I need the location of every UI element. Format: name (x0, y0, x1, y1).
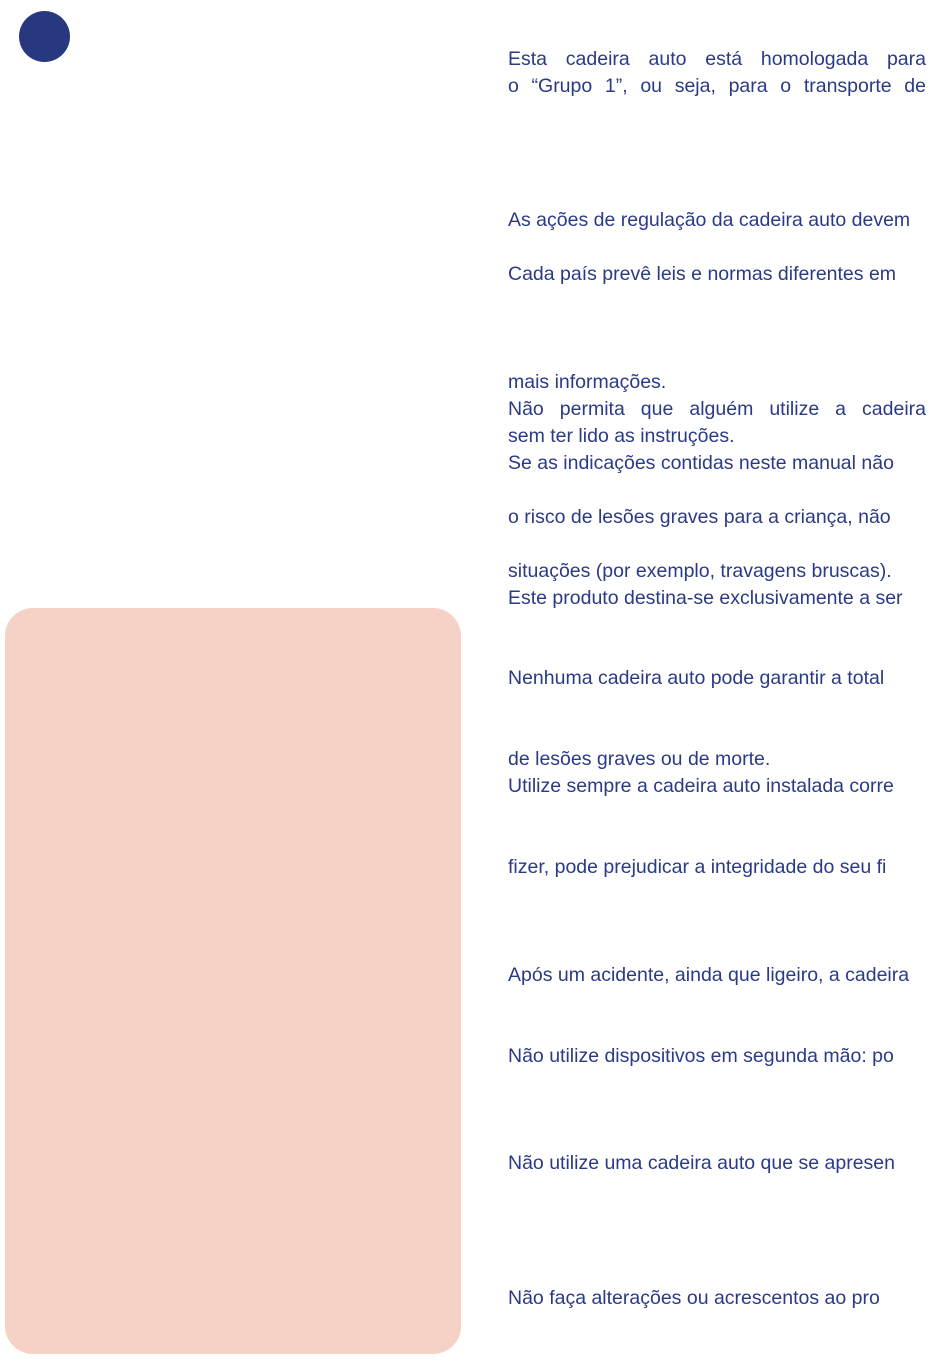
bullet-line: • Não utilize dispositivos em segunda mão: po (508, 1043, 926, 1070)
continuation-line: o “Grupo 1”, ou seja, para o transporte de (508, 75, 926, 97)
bullet-line: • Não faça alterações ou acrescentos ao pro (508, 1285, 926, 1312)
bullet-line: • Não utilize uma cadeira auto que se apresen (508, 1150, 926, 1177)
bullet-line: • Se as indicações contidas neste manual não (508, 450, 926, 477)
continuation-line: mais informações. (508, 371, 667, 393)
bullet-line: • Após um acidente, ainda que ligeiro, a cadeira (508, 962, 926, 989)
bullet-line: • Utilize sempre a cadeira auto instalada corre (508, 773, 926, 800)
bullet-line: • Cada país prevê leis e normas diferentes em (508, 261, 926, 288)
continuation-line: de lesões graves ou de morte. (508, 748, 771, 770)
bullet-line: • Não permita que alguém utilize a cadeira (508, 396, 926, 423)
bullet-line: • Esta cadeira auto está homologada para (508, 46, 926, 73)
page-marker-dot (19, 11, 70, 62)
illustration-panel (5, 608, 461, 1354)
bullet-line: • Nenhuma cadeira auto pode garantir a total (508, 665, 926, 692)
bullet-line: • Este produto destina-se exclusivamente a ser (508, 585, 926, 612)
continuation-line: situações (por exemplo, travagens bruscas). (508, 560, 892, 582)
continuation-line: fizer, pode prejudicar a integridade do seu fi (508, 856, 887, 878)
continuation-line: sem ter lido as instruções. (508, 425, 735, 447)
continuation-line: o risco de lesões graves para a criança, não (508, 506, 891, 528)
bullet-line: • As ações de regulação da cadeira auto devem (508, 207, 926, 234)
